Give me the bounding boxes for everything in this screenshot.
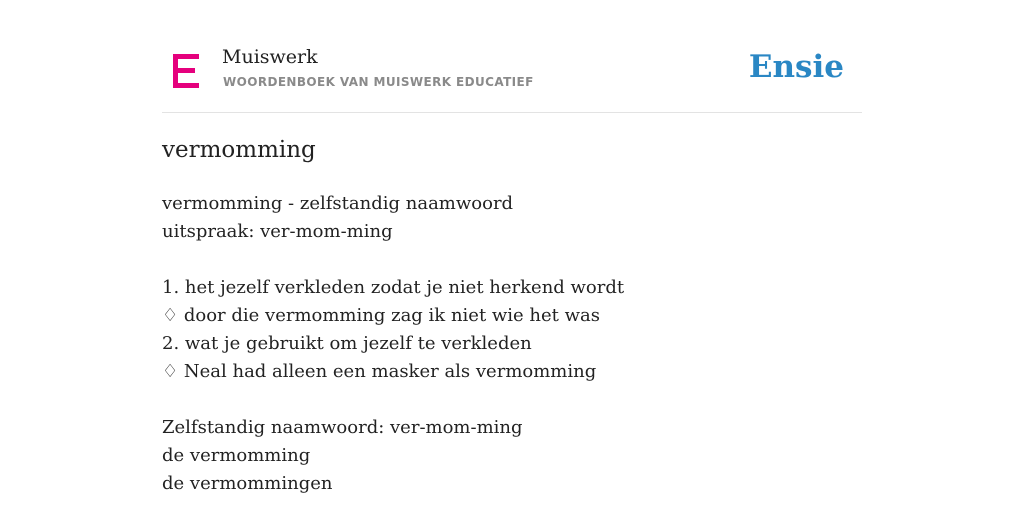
ensie-logo-link[interactable]: Ensie (748, 49, 844, 85)
spacer (162, 386, 862, 414)
singular-form: de vermomming (162, 445, 311, 466)
example-2: ♢ Neal had alleen een masker als vermomming (162, 361, 597, 382)
grammar-line: Zelfstandig naamwoord: ver-mom-ming (162, 417, 523, 438)
brand-name[interactable]: Muiswerk (222, 46, 318, 68)
plural-form: de vermommingen (162, 473, 333, 494)
entry-headword: vermomming (162, 137, 316, 163)
entry-content (162, 190, 862, 498)
pronunciation-line: uitspraak: ver-mom-ming (162, 221, 393, 242)
spacer (162, 246, 862, 274)
definition-2: 2. wat je gebruikt om jezelf te verkleden (162, 333, 532, 354)
example-1: ♢ door die vermomming zag ik niet wie het was (162, 305, 601, 326)
word-class-line: vermomming - zelfstandig naamwoord (162, 193, 514, 214)
brand-subtitle: WOORDENBOEK VAN MUISWERK EDUCATIEF (223, 75, 534, 89)
muiswerk-logo-icon[interactable] (173, 54, 199, 88)
definition-1: 1. het jezelf verkleden zodat je niet herkend wordt (162, 277, 625, 298)
site-header (162, 40, 862, 113)
